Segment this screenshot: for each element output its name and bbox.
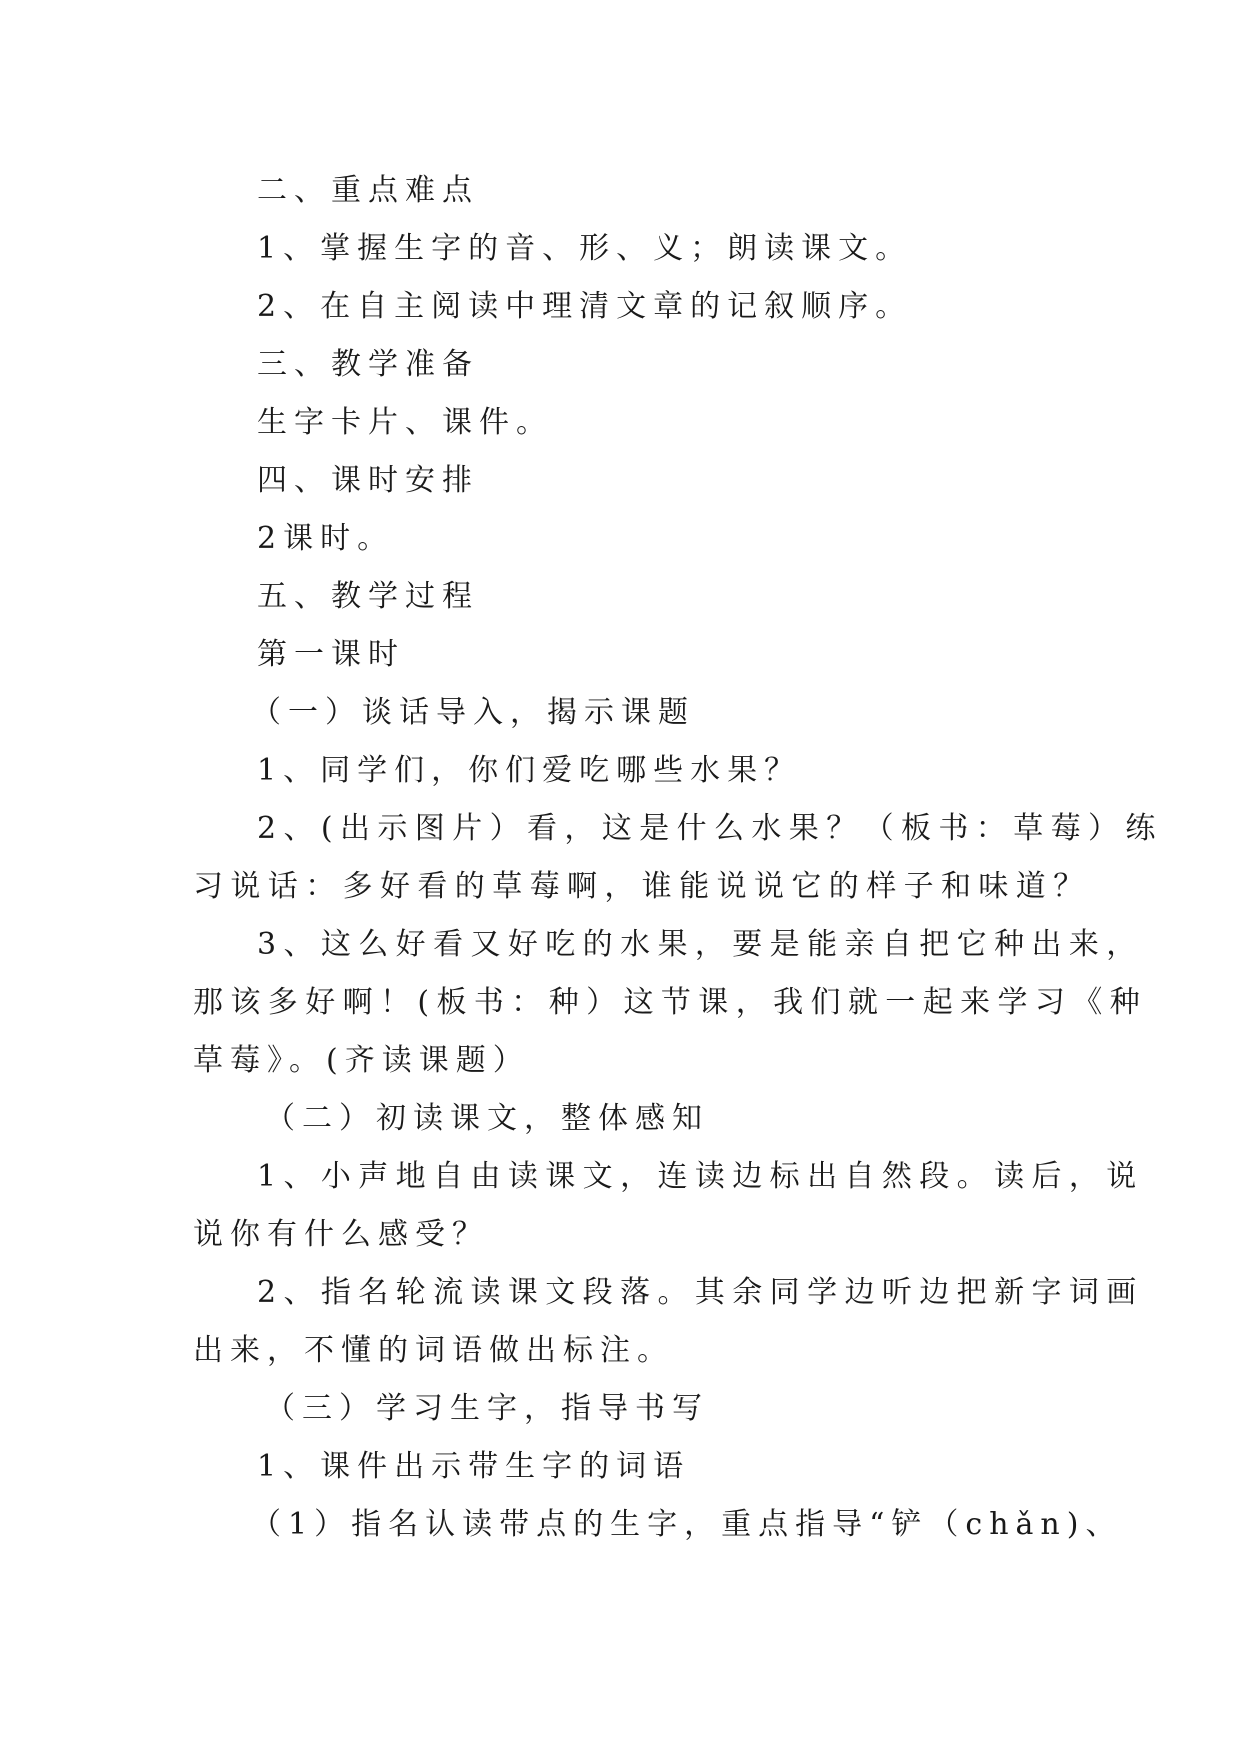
paragraph-line: 1、同学们，你们爱吃哪些水果？ <box>257 753 802 788</box>
step-heading-intro: （一）谈话导入，揭示课题 <box>251 695 695 730</box>
section-heading-process: 五、教学过程 <box>257 579 479 614</box>
section-heading-schedule: 四、课时安排 <box>257 463 479 498</box>
paragraph-line: 2、指名轮流读课文段落。其余同学边听边把新字词画 <box>257 1275 1144 1310</box>
paragraph-line: 1、小声地自由读课文，连读边标出自然段。读后，说 <box>257 1159 1144 1194</box>
section-heading-key-points: 二、重点难点 <box>257 173 479 208</box>
paragraph-line: 2、(出示图片）看，这是什么水果？（板书：草莓）练 <box>257 811 1163 846</box>
paragraph-line: （1）指名认读带点的生字，重点指导“铲（chǎn)、 <box>251 1507 1123 1542</box>
paragraph-line: 草莓》。(齐读课题） <box>193 1043 530 1078</box>
paragraph-line: 生字卡片、课件。 <box>257 405 553 440</box>
paragraph-line: 说你有什么感受？ <box>193 1217 489 1252</box>
document-body <box>193 162 1163 1554</box>
paragraph-line: 1、课件出示带生字的词语 <box>257 1449 691 1484</box>
paragraph-line: 1、掌握生字的音、形、义；朗读课文。 <box>257 231 913 266</box>
section-heading-preparation: 三、教学准备 <box>257 347 479 382</box>
paragraph-line: 2、在自主阅读中理清文章的记叙顺序。 <box>257 289 913 324</box>
paragraph-line: 那该多好啊！(板书：种）这节课，我们就一起来学习《种 <box>193 985 1148 1020</box>
paragraph-line: 出来，不懂的词语做出标注。 <box>193 1333 674 1368</box>
step-heading-characters: （三）学习生字，指导书写 <box>265 1391 709 1426</box>
paragraph-line: 2课时。 <box>257 521 395 556</box>
paragraph-line: 习说话：多好看的草莓啊，谁能说说它的样子和味道？ <box>193 869 1091 904</box>
subsection-heading-first-lesson: 第一课时 <box>257 637 405 672</box>
paragraph-line: 3、这么好看又好吃的水果，要是能亲自把它种出来， <box>257 927 1144 962</box>
step-heading-first-reading: （二）初读课文，整体感知 <box>265 1101 709 1136</box>
